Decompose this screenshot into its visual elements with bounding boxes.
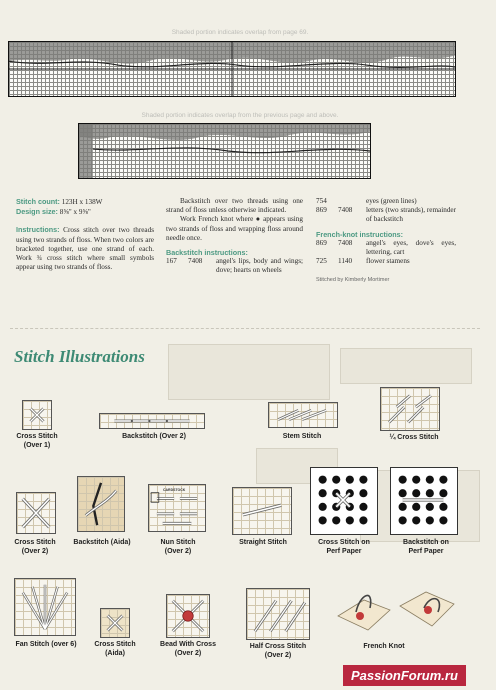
stem-stitch-diagram — [268, 402, 338, 428]
stitched-by-credit: Stitched by Kimberly Mortimer — [316, 277, 390, 284]
faded-background-block — [340, 348, 472, 384]
caption-half-cross-stitch — [238, 642, 318, 660]
specs-column — [16, 197, 154, 272]
caption-fan-stitch: Fan Stitch (over 6) — [15, 641, 77, 648]
backstitch-instructions-label: Backstitch instructions: — [166, 248, 248, 258]
caption-line: (Over 1) — [23, 442, 51, 449]
caption-cross-stitch-over-2 — [4, 538, 66, 556]
caption-line: (Aida) — [105, 650, 125, 657]
dmc-number: 167 — [166, 257, 177, 266]
key-description: eyes (green lines) — [366, 197, 417, 205]
cross-stitch-over-2-diagram — [16, 492, 56, 534]
caption-line: Nun Stitch — [160, 539, 196, 546]
caption-line: Backstitch on — [403, 539, 449, 546]
caption-line: Cross Stitch on — [318, 539, 370, 546]
anchor-number: 1140 — [338, 257, 353, 266]
dmc-number: 869 — [316, 206, 327, 215]
key-row — [316, 197, 456, 206]
caption-line: (Over 2) — [264, 652, 292, 659]
caption-line: Cross Stitch — [94, 641, 136, 648]
chart-grid-bottom — [78, 123, 371, 179]
key-description: angel's eyes, dove's eyes, lettering, cart — [366, 238, 456, 257]
key-row — [316, 239, 456, 257]
anchor-number: 7408 — [188, 257, 203, 266]
cross-stitch-perf-paper-diagram — [310, 467, 378, 535]
key-row — [316, 257, 456, 266]
caption-line: Cross Stitch — [16, 433, 58, 440]
chart-note-top: Shaded portion indicates overlap from page 69. — [171, 29, 309, 36]
key-description: flower stamens — [366, 257, 410, 266]
caption-line: Half Cross Stitch — [249, 643, 307, 650]
caption-line: Perf Paper — [326, 548, 362, 555]
backstitch-over-2-diagram — [99, 413, 205, 429]
backstitch-paragraph: Backstitch over two threads using one strand of floss unless otherwise indicated. — [166, 197, 303, 215]
caption-cross-stitch-over-1 — [4, 432, 70, 450]
caption-line: (Over 2) — [164, 548, 192, 555]
cross-stitch-over-1-diagram — [22, 400, 52, 430]
caption-backstitch-aida: Backstitch (Aida) — [73, 539, 131, 546]
instructions-column — [166, 197, 303, 276]
caption-line: (Over 2) — [21, 548, 49, 555]
caption-bead-with-cross — [150, 640, 226, 658]
instructions-text: Cross stitch over two threads using two strands of floss. When two colors are bracketed together, use one strand of each. Work ¾ cross stitch where small symbols appear using two strands of floss. — [16, 226, 154, 272]
stitch-count-label: Stitch count: — [16, 197, 60, 206]
backstitch-aida-diagram — [77, 476, 125, 532]
caption-straight-stitch: Straight Stitch — [239, 539, 287, 546]
design-size-value: 8⅝" x 9⅝" — [59, 208, 91, 217]
bead-with-cross-diagram — [166, 594, 210, 638]
caption-line: Cross Stitch — [14, 539, 56, 546]
caption-french-knot: French Knot — [363, 643, 405, 650]
cross-stitch-aida-diagram — [100, 608, 130, 638]
key-row — [166, 257, 303, 275]
cardstock-tag: CARDSTOCK — [163, 488, 186, 492]
anchor-number: 7408 — [338, 238, 353, 247]
straight-stitch-diagram — [232, 487, 292, 535]
key-column — [316, 197, 456, 286]
section-divider — [10, 328, 480, 329]
anchor-number — [338, 197, 366, 206]
anchor-number: 7408 — [338, 206, 353, 215]
caption-stem-stitch: Stem Stitch — [282, 433, 322, 440]
dmc-number: 869 — [316, 238, 327, 247]
caption-nun-stitch — [146, 538, 210, 556]
half-cross-stitch-diagram — [246, 588, 310, 640]
caption-line: Perf Paper — [408, 548, 444, 555]
fan-stitch-diagram — [14, 578, 76, 636]
faded-background-block — [168, 344, 330, 400]
caption-cross-stitch-perf-paper — [300, 538, 388, 556]
watermark-banner: PassionForum.ru — [343, 665, 466, 686]
key-description: letters (two strands), remainder of backstitch — [366, 206, 456, 224]
caption-line: Bead With Cross — [160, 641, 216, 648]
dmc-number: 725 — [316, 257, 327, 266]
caption-backstitch-perf-paper — [384, 538, 468, 556]
caption-line: (Over 2) — [174, 650, 202, 657]
french-knot-paragraph: Work French knot where ● appears using two strands of floss and wrapping floss around needle once. — [166, 215, 303, 242]
key-row — [316, 206, 456, 224]
quarter-cross-stitch-diagram — [380, 387, 440, 431]
nun-stitch-diagram — [148, 484, 206, 532]
section-heading: Stitch Illustrations — [14, 347, 145, 366]
caption-quarter-cross-stitch: ¼ Cross Stitch — [389, 434, 439, 441]
key-description: angel's lips, body and wings; dove; hearts on wheels — [216, 257, 303, 275]
caption-cross-stitch-aida — [84, 640, 146, 658]
chart-note-bottom: Shaded portion indicates overlap from the previous page and above. — [141, 112, 339, 119]
french-knot-diagram — [334, 586, 460, 640]
stitch-count-value: 123H x 138W — [61, 198, 103, 206]
instructions-label: Instructions: — [16, 225, 60, 235]
french-knot-instructions-label: French-knot instructions: — [316, 229, 404, 239]
backstitch-perf-paper-diagram — [390, 467, 458, 535]
dmc-number: 754 — [316, 197, 327, 205]
caption-backstitch-over-2: Backstitch (Over 2) — [122, 433, 186, 440]
chart-grid-top — [8, 41, 456, 97]
design-size-label: Design size: — [16, 207, 58, 217]
